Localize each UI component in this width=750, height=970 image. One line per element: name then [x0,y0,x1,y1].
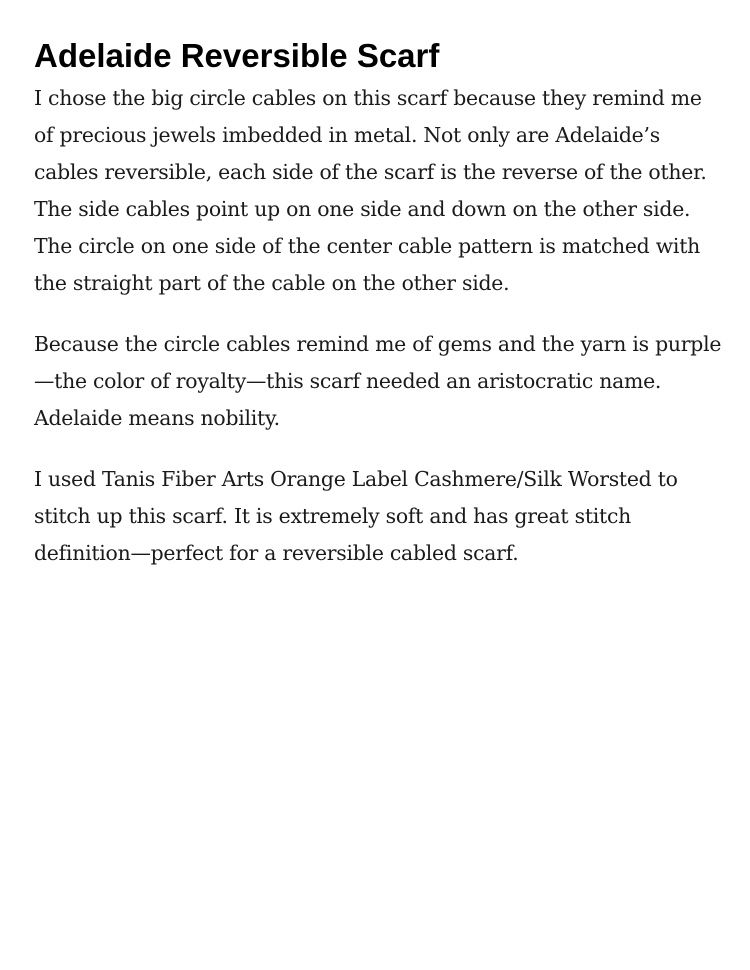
document-page [34,36,724,596]
paragraph-cables: I chose the big circle cables on this scarf because they remind me of precious jewels imbedded in metal. Not only are Adelaide’s cables reversible, each side of the scarf is the reverse of the other. The side cables point up on one side and down on the other side. The circle on one side of the center cable pattern is matched with the straight part of the cable on the other side. [34,86,707,295]
paragraph-name: Because the circle cables remind me of gems and the yarn is purple—the color of royalty—this scarf needed an aristocratic name. Adelaide means nobility. [34,332,722,430]
paragraph-yarn: I used Tanis Fiber Arts Orange Label Cashmere/Silk Worsted to stitch up this scarf. It is extremely soft and has great stitch definition—perfect for a reversible cabled scarf. [34,467,678,565]
page-title: Adelaide Reversible Scarf [34,37,440,74]
